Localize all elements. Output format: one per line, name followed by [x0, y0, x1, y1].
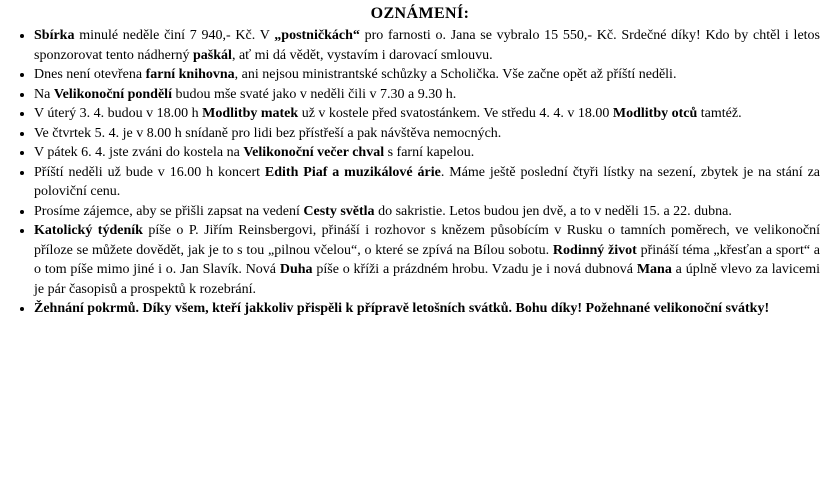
announcement-text-bold: Rodinný život [552, 242, 637, 258]
announcement-text: přináší téma „křesťan a sport“ a o tom píše mimo jiné i o. Jan Slavík. Nová [34, 242, 821, 277]
announcement-text-bold: Katolický týdeník [34, 223, 143, 238]
announcement-text-bold: „postničkách“ [274, 28, 360, 43]
announcement-text: do sakristie. Letos budou jen dvě, a to v neděli 15. a 22. dubna. [374, 203, 732, 219]
announcement-item [34, 104, 820, 124]
announcement-text-bold: Duha [279, 262, 313, 277]
announcement-list [20, 26, 820, 319]
announcement-item [34, 26, 820, 65]
announcement-text: píše o P. Jiřím Reinsbergovi, přináší i rozhovor s knězem působícím v Rusku o tamních poměrech, ve velikonoční příloze se můžete dovědět, jak je to s tou „pilnou včelou“, o které se zpívá na Bílou sobotu. [34, 223, 820, 258]
announcement-text-bold: Žehnání pokrmů. Díky všem, kteří jakkoliv přispěli k přípravě letošních svátků. Bohu díky! Požehnané velikonoční svátky! [34, 301, 770, 316]
announcement-text: Ve čtvrtek 5. 4. je v 8.00 h snídaně pro lidi bez přístřeší a pak návštěva nemocných. [34, 125, 502, 141]
announcement-text: Prosíme zájemce, aby se přišli zapsat na vedení [34, 203, 304, 219]
announcement-text-bold: Modlitby matek [202, 106, 299, 121]
announcement-text: Na [34, 86, 54, 102]
announcement-text-bold: Mana [636, 262, 672, 277]
page-title: OZNÁMENÍ: [370, 5, 470, 22]
announcement-text: píše o kříži a prázdném hrobu. Vzadu je i nová dubnová [312, 262, 637, 277]
announcement-text: už v kostele před svatostánkem. Ve středu 4. 4. v 18.00 [298, 106, 613, 121]
announcement-text: Dnes není otevřena [34, 67, 146, 82]
announcement-text: tamtéž. [697, 106, 742, 121]
announcement-text: minulé neděle činí 7 940,- Kč. V [74, 28, 275, 43]
announcement-text-bold: Cesty světla [303, 203, 375, 219]
announcement-text-bold: Edith Piaf a muzikálové árie [264, 164, 441, 180]
announcement-text: Příští neděli už bude v 16.00 h koncert [34, 164, 265, 180]
announcement-text-bold: Velikonoční pondělí [53, 86, 172, 102]
announcement-text: s farní kapelou. [384, 145, 475, 160]
announcement-item [34, 221, 820, 299]
announcement-text: . Máme ještě poslední čtyři lístky na sezení, zbytek je na stání za poloviční cenu. [34, 164, 820, 199]
announcement-item [34, 143, 820, 163]
announcement-item [34, 65, 820, 85]
announcement-text-bold: farní knihovna [145, 67, 235, 82]
announcement-text: pro farnosti o. Jana se vybralo 15 550,- Kč. Srdečné díky! Kdo by chtěl i letos sponzorovat tento nádherný [34, 28, 820, 63]
announcement-item [34, 124, 820, 144]
announcement-text: V pátek 6. 4. jste zváni do kostela na [34, 145, 244, 160]
announcement-text-bold: Sbírka [34, 28, 75, 43]
announcement-text-bold: Velikonoční večer chval [243, 145, 385, 160]
announcement-item [34, 163, 820, 202]
announcement-item [34, 299, 820, 319]
announcement-text: V úterý 3. 4. budou v 18.00 h [34, 106, 203, 121]
announcement-item [34, 85, 820, 105]
announcement-text: budou mše svaté jako v neděli čili v 7.30 a 9.30 h. [171, 86, 457, 102]
announcement-text: a úplně vlevo za lavicemi je pár časopisů a prospektů k rozebrání. [34, 262, 820, 297]
announcement-text: , ani nejsou ministrantské schůzky a Scholička. Vše začne opět až příští neděli. [234, 67, 677, 82]
announcement-text-bold: Modlitby otců [612, 106, 698, 121]
announcement-item [34, 202, 820, 222]
announcement-text: , ať mi dá vědět, vystavím i darovací smlouvu. [231, 47, 493, 63]
announcement-text-bold: paškál [193, 47, 232, 63]
